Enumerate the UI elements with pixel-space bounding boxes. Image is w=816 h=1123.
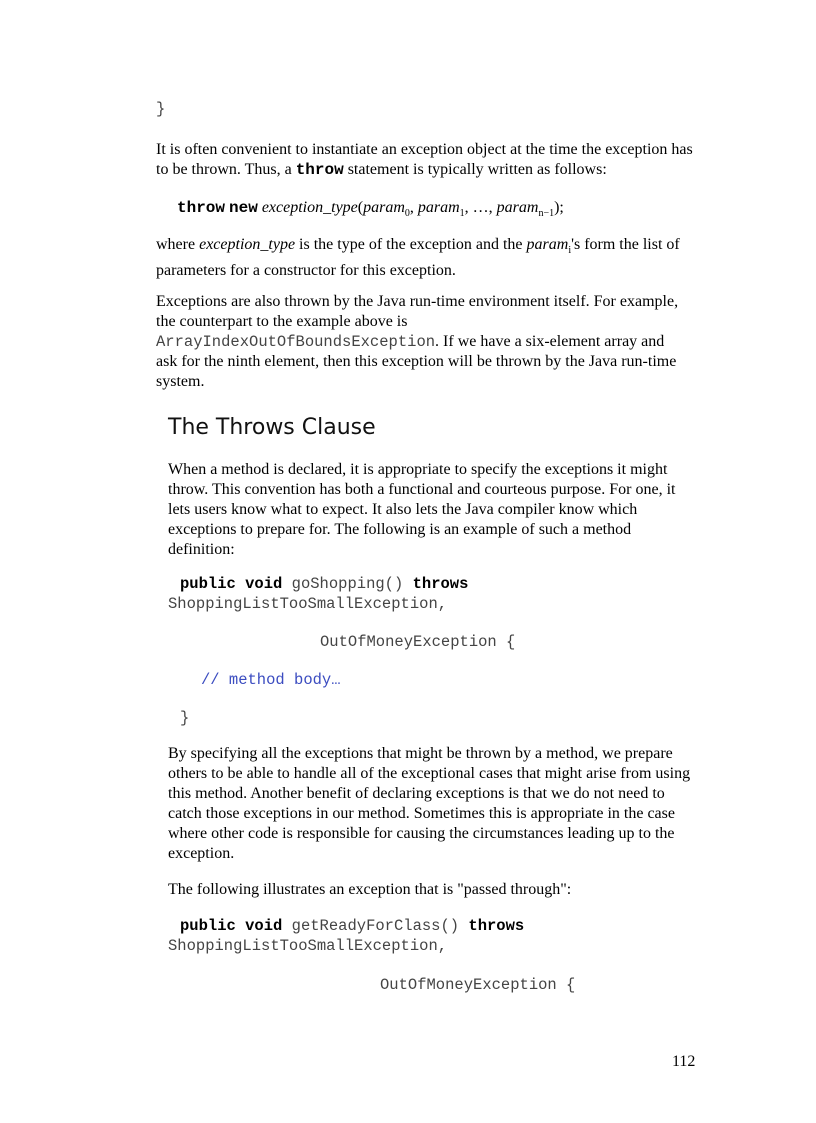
code-comment: // method body… [201, 671, 341, 689]
code-keyword: throws [468, 917, 525, 935]
text-line: others to be able to handle all of the exceptional cases that might arise from using [168, 765, 691, 782]
text-line: where other code is responsible for causing the circumstances leading up to the [168, 825, 675, 842]
text-span: statement is typically written as follows: [343, 161, 607, 178]
text-line: Exceptions are also thrown by the Java run-time environment itself. For example, [156, 293, 679, 310]
text-line: throw. This convention has both a functional and courteous purpose. For one, it [168, 481, 676, 498]
text-line: definition: [168, 541, 235, 558]
code-line: } [180, 709, 190, 727]
text-line: the counterpart to the example above is [156, 313, 408, 330]
text-line: By specifying all the exceptions that might be thrown by a method, we prepare [168, 745, 673, 762]
code-line [180, 917, 524, 935]
param: param [496, 199, 539, 216]
paragraph-passed-through [168, 880, 708, 900]
code-keyword: throw [295, 161, 344, 179]
code-keyword: public [180, 575, 236, 593]
paragraph-runtime [156, 292, 696, 392]
text-line: this method. Another benefit of declaring exceptions is that we do not need to [168, 785, 665, 802]
code-line: ShoppingListTooSmallException, [168, 937, 448, 955]
code-keyword: void [245, 575, 283, 593]
method-name: getReadyForClass() [291, 917, 460, 935]
text-line: It is often convenient to instantiate an exception object at the time the exception has [156, 141, 693, 158]
text-span: is the type of the exception and the [295, 236, 527, 253]
text-line [156, 235, 696, 261]
subscript: n−1 [538, 208, 555, 220]
paragraph-where [156, 235, 696, 281]
text-line: exception. [168, 845, 235, 862]
code-line [180, 575, 468, 593]
code-keyword: void [245, 917, 283, 935]
text-line [156, 332, 696, 352]
subscript: i [568, 245, 572, 257]
code-inline: ArrayIndexOutOfBoundsException [156, 333, 436, 351]
paragraph-specifying [168, 744, 713, 864]
code-keyword: throws [412, 575, 469, 593]
paragraph-method-declared [168, 460, 708, 560]
exception-type: exception_type [199, 236, 296, 253]
text-line: The following illustrates an exception that is "passed through": [168, 881, 572, 898]
code-keyword: public [180, 917, 236, 935]
closing-brace: } [156, 100, 166, 118]
paragraph-throw-intro [156, 140, 696, 180]
text-span: to be thrown. Thus, a [156, 161, 296, 178]
text-span: 's form the list of [571, 236, 680, 253]
code-line: OutOfMoneyException { [380, 976, 576, 994]
code-keyword: new [229, 199, 258, 217]
text-line: system. [156, 373, 205, 390]
param: param [363, 199, 405, 216]
code-keyword: throw [177, 199, 226, 217]
separator: , …, [464, 199, 497, 216]
paren: ); [554, 199, 564, 216]
throw-statement [177, 198, 564, 224]
text-line [156, 160, 696, 180]
separator: , [409, 199, 418, 216]
text-line: lets users know what to expect. It also lets the Java compiler know which [168, 501, 638, 518]
exception-type: exception_type [261, 199, 358, 216]
text-line: ask for the ninth element, then this exception will be thrown by the Java run-time [156, 353, 677, 370]
code-line: OutOfMoneyException { [320, 633, 516, 651]
text-line: exceptions to prepare for. The following is an example of such a method [168, 521, 632, 538]
text-line: parameters for a constructor for this exception. [156, 262, 456, 280]
page-number: 112 [672, 1053, 696, 1070]
subscript: 1 [459, 208, 465, 220]
text-span: where [156, 236, 200, 253]
paren: ( [357, 199, 364, 216]
code-line: ShoppingListTooSmallException, [168, 595, 448, 613]
subscript: 0 [404, 208, 410, 220]
param: param [526, 236, 569, 253]
text-line: catch those exceptions in our method. Sometimes this is appropriate in the case [168, 805, 675, 822]
section-heading: The Throws Clause [168, 415, 376, 440]
param: param [417, 199, 460, 216]
text-span: . If we have a six-element array and [435, 333, 665, 350]
method-name: goShopping() [291, 575, 404, 593]
text-line: When a method is declared, it is appropriate to specify the exceptions it might [168, 461, 668, 478]
